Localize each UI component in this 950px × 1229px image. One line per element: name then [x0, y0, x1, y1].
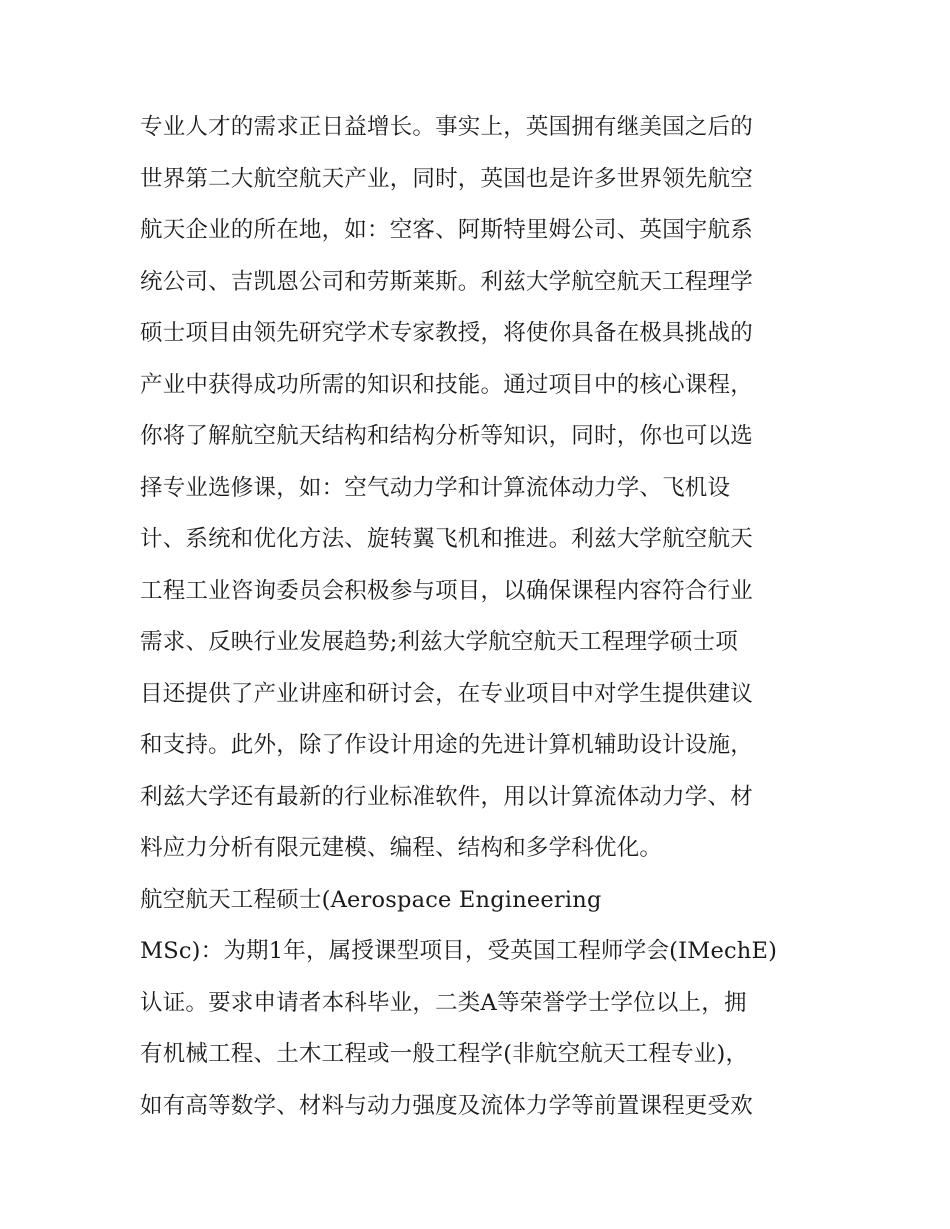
body-text [140, 102, 820, 1132]
text-line: 产业中获得成功所需的知识和技能。通过项目中的核心课程， [140, 371, 753, 398]
text-line: 航天企业的所在地，如：空客、阿斯特里姆公司、英国宇航系 [140, 217, 753, 243]
text-line: 有机械工程、土木工程或一般工程学(非航空航天工程专业)， [140, 1041, 749, 1067]
text-line: 世界第二大航空航天产业，同时，英国也是许多世界领先航空 [140, 165, 753, 192]
text-line: 利兹大学还有最新的行业标准软件，用以计算流体动力学、材 [140, 783, 753, 810]
text-line: 硕士项目由领先研究学术专家教授，将使你具备在极具挑战的 [140, 320, 753, 346]
text-line: 你将了解航空航天结构和结构分析等知识，同时，你也可以选 [140, 423, 753, 449]
text-line: 料应力分析有限元建模、编程、结构和多学科优化。 [140, 835, 663, 861]
text-line: 如有高等数学、材料与动力强度及流体力学等前置课程更受欢 [140, 1092, 753, 1119]
text-line: 认证。要求申请者本科毕业，二类A等荣誉学士学位以上，拥 [140, 989, 747, 1016]
text-line: 目还提供了产业讲座和研讨会，在专业项目中对学生提供建议 [140, 680, 753, 707]
text-line: 择专业选修课，如：空气动力学和计算流体动力学、飞机设 [140, 474, 731, 501]
text-line: MSc)：为期1年，属授课型项目，受英国工程师学会(IMechE) [140, 938, 778, 964]
text-line: 统公司、吉凯恩公司和劳斯莱斯。利兹大学航空航天工程理学 [140, 268, 753, 295]
text-line: 计、系统和优化方法、旋转翼飞机和推进。利兹大学航空航天 [140, 526, 753, 552]
text-line: 专业人才的需求正日益增长。事实上，英国拥有继美国之后的 [140, 114, 753, 140]
text-line: 工程工业咨询委员会积极参与项目，以确保课程内容符合行业 [140, 577, 753, 604]
text-line: 和支持。此外，除了作设计用途的先进计算机辅助设计设施， [140, 732, 753, 758]
section-heading-line: 航空航天工程硕士(Aerospace Engineering [140, 886, 602, 913]
text-line: 需求、反映行业发展趋势;利兹大学航空航天工程理学硕士项 [140, 629, 738, 655]
